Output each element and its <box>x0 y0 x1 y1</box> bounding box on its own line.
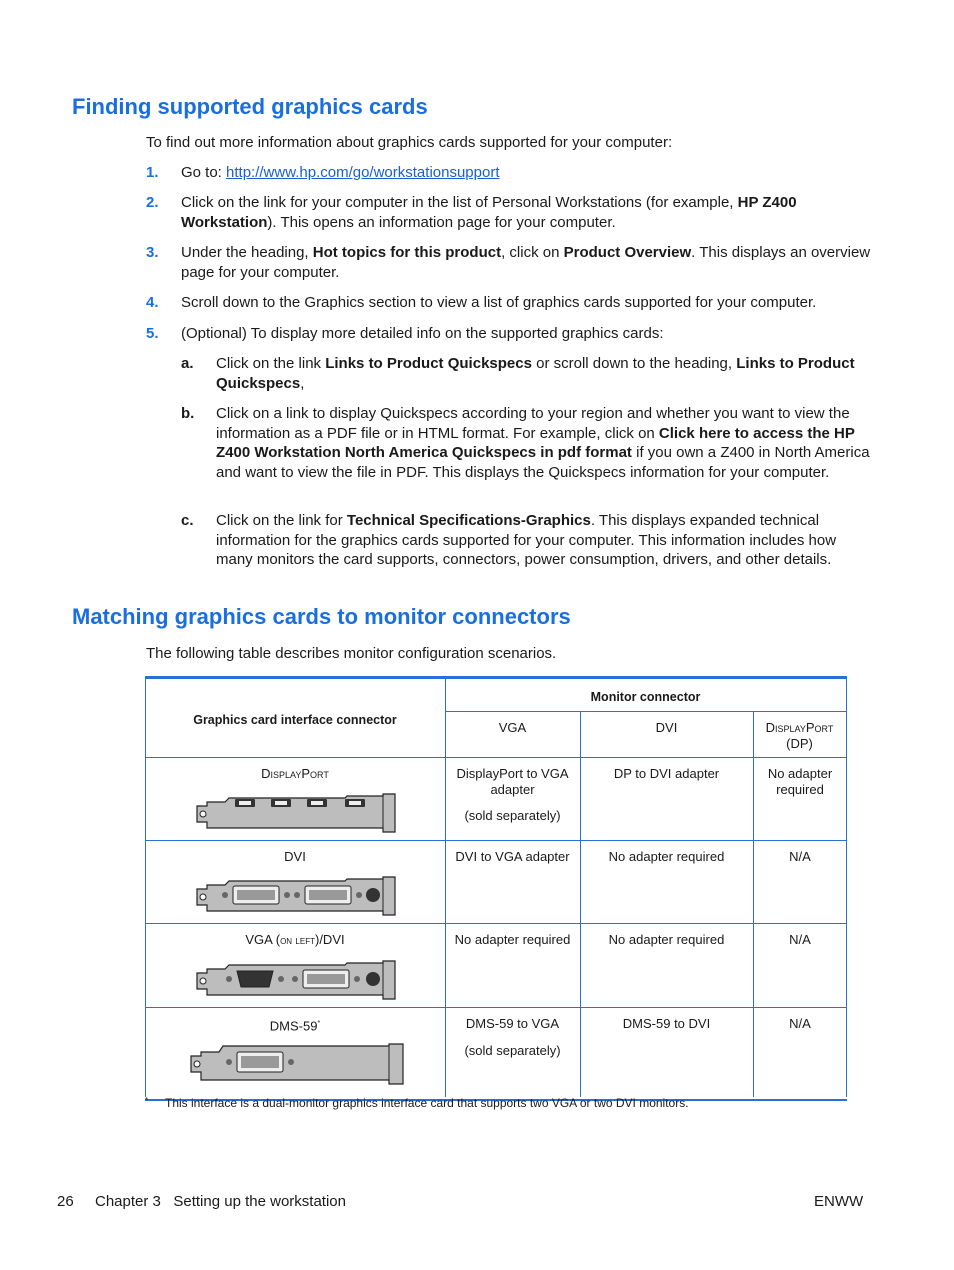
footnote-mark: * <box>145 1096 149 1105</box>
workstation-support-link[interactable]: http://www.hp.com/go/workstationsupport <box>226 164 500 181</box>
section-title-finding: Finding supported graphics cards <box>72 94 428 119</box>
step-number: 5. <box>146 325 159 342</box>
step-number: 2. <box>146 194 159 211</box>
step-number: 3. <box>146 244 159 261</box>
step-text: Scroll down to the Graphics section to view a list of graphics cards supported for your computer. <box>181 294 817 311</box>
substep-text: Click on the link for Technical Specifications-Graphics. This displays expanded technical information for the graphics cards supported for your computer. This information includes how many monitors the card supports, connectors, power consumption, drivers, and other details. <box>216 512 837 568</box>
step-number: 4. <box>146 294 159 311</box>
header-vga: VGA <box>498 720 527 735</box>
dvi-card-image <box>195 875 399 917</box>
substep-letter: a. <box>181 355 194 372</box>
section-title-matching: Matching graphics cards to monitor connectors <box>72 604 571 629</box>
header-displayport: DisplayPort (DP) <box>765 720 834 751</box>
header-graphics-card-interface: Graphics card interface connector <box>193 713 397 727</box>
step-text: Click on the link for your computer in the list of Personal Workstations (for example, HP Z400 Workstation). This opens an information page for your computer. <box>181 194 797 231</box>
cell-dp-to-vga: DisplayPort to VGA adapter (sold separately) <box>456 766 569 823</box>
step-text: Under the heading, Hot topics for this product, click on Product Overview. This displays an overview page for your computer. <box>181 244 871 281</box>
cell-dms59-to-dvi: DMS-59 to DVI <box>622 1016 711 1031</box>
intro-paragraph: To find out more information about graphics cards supported for your computer: <box>146 134 673 151</box>
step-text: (Optional) To display more detailed info on the supported graphics cards: <box>181 325 664 342</box>
page-number: 26 <box>57 1193 74 1210</box>
step-number: 1. <box>146 164 159 181</box>
substep-text: Click on a link to display Quickspecs according to your region and whether you want to view the information as a PDF file or in HTML format. For example, click on Click here to access the HP Z400 Workstation North America Quickspecs in pdf format if you own a Z400 in North America and want to view the file in PDF. This displays the Quickspecs information for your computer. <box>216 405 870 481</box>
chapter-title: Chapter 3 Setting up the workstation <box>95 1193 346 1210</box>
cell-vga-to-dvi: No adapter required <box>608 932 725 947</box>
cell-dvi-to-dvi: No adapter required <box>608 849 725 864</box>
cell-dvi-to-dp: N/A <box>789 849 811 864</box>
displayport-card-image <box>195 792 399 834</box>
header-monitor-connector: Monitor connector <box>590 690 701 704</box>
cell-vga-to-dp: N/A <box>789 932 811 947</box>
cell-vga-to-vga: No adapter required <box>454 932 571 947</box>
substep-letter: b. <box>181 405 195 422</box>
cell-dms59-to-dp: N/A <box>789 1016 811 1031</box>
substep-text: Click on the link Links to Product Quickspecs or scroll down to the heading, Links to Product Quickspecs, <box>216 355 855 392</box>
table-intro: The following table describes monitor configuration scenarios. <box>146 645 557 662</box>
footnote-text: This interface is a dual-monitor graphics interface card that supports two VGA or two DVI monitors. <box>165 1096 689 1110</box>
cell-dms59-to-vga: DMS-59 to VGA (sold separately) <box>464 1016 561 1058</box>
header-dvi: DVI <box>655 720 678 735</box>
cell-dp-to-dp: No adapter required <box>767 766 833 797</box>
footer-locale: ENWW <box>814 1193 864 1210</box>
row-label-dvi: DVI <box>284 849 306 864</box>
cell-dp-to-dvi: DP to DVI adapter <box>613 766 720 781</box>
row-label-vga-dvi: VGA (on left)/DVI <box>245 932 345 947</box>
monitor-config-table <box>145 676 847 1101</box>
vga-dvi-card-image <box>195 959 399 1001</box>
cell-dvi-to-vga: DVI to VGA adapter <box>455 849 570 864</box>
row-label-dms59: DMS-59* <box>269 1018 321 1034</box>
substep-letter: c. <box>181 512 194 529</box>
row-label-displayport: DisplayPort <box>261 766 329 781</box>
step-text: Go to: <box>181 164 227 181</box>
dms59-card-image <box>189 1042 407 1086</box>
